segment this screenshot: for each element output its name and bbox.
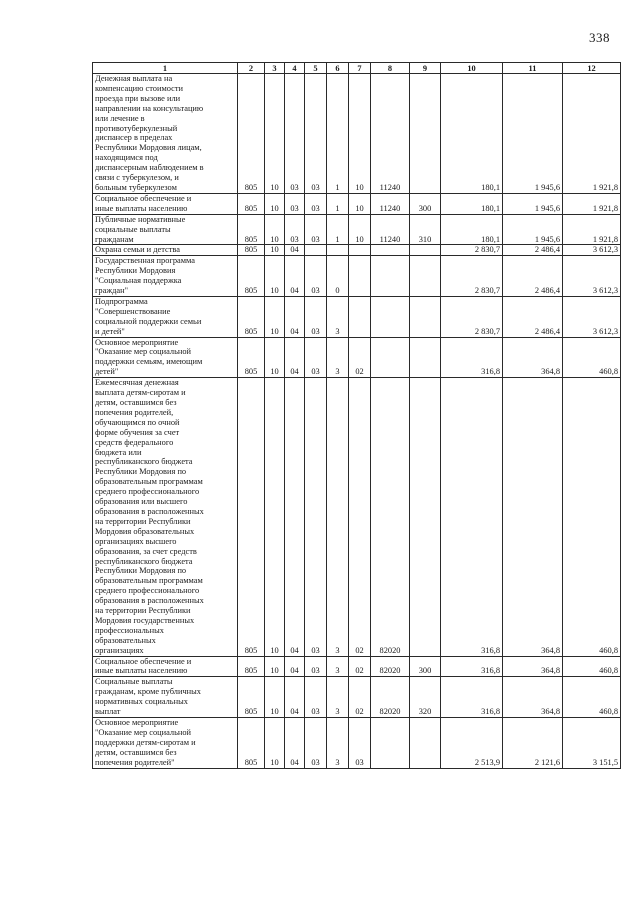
expense-type-cell: 300: [410, 193, 441, 214]
amount-cell: 364,8: [503, 677, 563, 718]
code-cell: 805: [238, 214, 265, 245]
subprogram-cell: 0: [327, 256, 349, 297]
description-cell: Денежная выплата на компенсацию стоимости проезда при вызове или направлении на консультацию или лечение в противотуберкулезный диспансер в пределах Республики Мордовия лицам, находящимся под диспансерным наблюдением в связи с туберкулезом, и больным туберкулезом: [93, 74, 238, 194]
description-cell: Социальное обеспечение и иные выплаты населению: [93, 656, 238, 677]
table-row: [93, 677, 621, 718]
amount-cell: 316,8: [441, 337, 503, 378]
amount-cell: 364,8: [503, 337, 563, 378]
expense-type-cell: [410, 74, 441, 194]
table-row: [93, 245, 621, 256]
subsection-cell: 04: [285, 718, 305, 769]
subsection-cell: 04: [285, 337, 305, 378]
amount-cell: 3 151,5: [563, 718, 621, 769]
event-cell: 10: [349, 214, 371, 245]
program-cell: 03: [305, 214, 327, 245]
direction-cell: [371, 718, 410, 769]
subprogram-cell: 3: [327, 677, 349, 718]
description-cell: Социальные выплаты гражданам, кроме публичных нормативных социальных выплат: [93, 677, 238, 718]
expense-type-cell: [410, 245, 441, 256]
description-cell: Охрана семьи и детства: [93, 245, 238, 256]
expense-type-cell: [410, 378, 441, 656]
amount-cell: 180,1: [441, 214, 503, 245]
amount-cell: 2 486,4: [503, 296, 563, 337]
program-cell: 03: [305, 74, 327, 194]
table-row: [93, 256, 621, 297]
section-cell: 10: [265, 718, 285, 769]
subprogram-cell: 3: [327, 337, 349, 378]
direction-cell: 82020: [371, 656, 410, 677]
direction-cell: 82020: [371, 677, 410, 718]
amount-cell: 364,8: [503, 378, 563, 656]
program-cell: 03: [305, 337, 327, 378]
page-number: 338: [589, 30, 610, 45]
amount-cell: 1 921,8: [563, 214, 621, 245]
subprogram-cell: [327, 245, 349, 256]
column-header: 3: [265, 63, 285, 74]
direction-cell: 11240: [371, 193, 410, 214]
code-cell: 805: [238, 656, 265, 677]
subprogram-cell: 1: [327, 74, 349, 194]
program-cell: 03: [305, 718, 327, 769]
code-cell: 805: [238, 245, 265, 256]
event-cell: 10: [349, 193, 371, 214]
budget-table: [92, 62, 621, 769]
program-cell: 03: [305, 656, 327, 677]
amount-cell: 1 921,8: [563, 193, 621, 214]
program-cell: 03: [305, 296, 327, 337]
event-cell: [349, 245, 371, 256]
subprogram-cell: 1: [327, 214, 349, 245]
amount-cell: 1 945,6: [503, 74, 563, 194]
description-cell: Основное мероприятие "Оказание мер социальной поддержки детям-сиротам и детям, оставшимся без попечения родителей": [93, 718, 238, 769]
subsection-cell: 04: [285, 245, 305, 256]
event-cell: 02: [349, 337, 371, 378]
column-header: 10: [441, 63, 503, 74]
section-cell: 10: [265, 378, 285, 656]
section-cell: 10: [265, 193, 285, 214]
description-cell: Основное мероприятие "Оказание мер социальной поддержки семьям, имеющим детей": [93, 337, 238, 378]
table-row: [93, 337, 621, 378]
amount-cell: 2 486,4: [503, 245, 563, 256]
code-cell: 805: [238, 296, 265, 337]
direction-cell: 82020: [371, 378, 410, 656]
section-cell: 10: [265, 296, 285, 337]
amount-cell: 460,8: [563, 677, 621, 718]
program-cell: [305, 245, 327, 256]
amount-cell: 316,8: [441, 677, 503, 718]
subsection-cell: 03: [285, 193, 305, 214]
direction-cell: [371, 245, 410, 256]
description-cell: Государственная программа Республики Мордовия "Социальная поддержка граждан": [93, 256, 238, 297]
amount-cell: 460,8: [563, 378, 621, 656]
table-row: [93, 378, 621, 656]
amount-cell: 3 612,3: [563, 296, 621, 337]
section-cell: 10: [265, 337, 285, 378]
amount-cell: 180,1: [441, 193, 503, 214]
description-cell: Социальное обеспечение и иные выплаты населению: [93, 193, 238, 214]
subsection-cell: 04: [285, 256, 305, 297]
subsection-cell: 04: [285, 296, 305, 337]
amount-cell: 460,8: [563, 337, 621, 378]
code-cell: 805: [238, 378, 265, 656]
amount-cell: 1 921,8: [563, 74, 621, 194]
code-cell: 805: [238, 677, 265, 718]
column-header: 2: [238, 63, 265, 74]
column-header: 11: [503, 63, 563, 74]
subprogram-cell: 3: [327, 378, 349, 656]
description-cell: Ежемесячная денежная выплата детям-сиротам и детям, оставшимся без попечения родителей, обучающимся по очной форме обучения за счет средств федерального бюджета или республиканского бюджета Республики Мордовия по образовательным программам среднего профессионального образования или высшего образования в расположенных на территории Республики Мордовия образовательных организациях высшего образования, за счет средств республиканского бюджета Республики Мордовия по образовательным программам среднего профессионального образования в расположенных на территории Республики Мордовия государственных профессиональных образовательных организациях: [93, 378, 238, 656]
program-cell: 03: [305, 677, 327, 718]
code-cell: 805: [238, 193, 265, 214]
direction-cell: [371, 337, 410, 378]
table-header-row: [93, 63, 621, 74]
subsection-cell: 03: [285, 74, 305, 194]
amount-cell: 2 513,9: [441, 718, 503, 769]
amount-cell: 2 830,7: [441, 256, 503, 297]
table-row: [93, 718, 621, 769]
amount-cell: 316,8: [441, 378, 503, 656]
direction-cell: 11240: [371, 214, 410, 245]
subprogram-cell: 3: [327, 656, 349, 677]
subsection-cell: 04: [285, 656, 305, 677]
amount-cell: 364,8: [503, 656, 563, 677]
expense-type-cell: 310: [410, 214, 441, 245]
program-cell: 03: [305, 256, 327, 297]
expense-type-cell: [410, 296, 441, 337]
amount-cell: 460,8: [563, 656, 621, 677]
section-cell: 10: [265, 677, 285, 718]
expense-type-cell: 320: [410, 677, 441, 718]
program-cell: 03: [305, 193, 327, 214]
event-cell: 03: [349, 718, 371, 769]
column-header: 12: [563, 63, 621, 74]
event-cell: 02: [349, 378, 371, 656]
subsection-cell: 03: [285, 214, 305, 245]
direction-cell: [371, 296, 410, 337]
amount-cell: 2 830,7: [441, 245, 503, 256]
code-cell: 805: [238, 74, 265, 194]
direction-cell: 11240: [371, 74, 410, 194]
section-cell: 10: [265, 256, 285, 297]
event-cell: [349, 296, 371, 337]
table-row: [93, 193, 621, 214]
section-cell: 10: [265, 214, 285, 245]
section-cell: 10: [265, 656, 285, 677]
table-row: [93, 74, 621, 194]
table-row: [93, 296, 621, 337]
event-cell: 10: [349, 74, 371, 194]
code-cell: 805: [238, 256, 265, 297]
subsection-cell: 04: [285, 677, 305, 718]
column-header: 1: [93, 63, 238, 74]
column-header: 6: [327, 63, 349, 74]
amount-cell: 3 612,3: [563, 245, 621, 256]
amount-cell: 2 486,4: [503, 256, 563, 297]
column-header: 7: [349, 63, 371, 74]
subprogram-cell: 1: [327, 193, 349, 214]
amount-cell: 3 612,3: [563, 256, 621, 297]
program-cell: 03: [305, 378, 327, 656]
section-cell: 10: [265, 245, 285, 256]
expense-type-cell: [410, 718, 441, 769]
event-cell: 02: [349, 656, 371, 677]
amount-cell: 1 945,6: [503, 193, 563, 214]
event-cell: [349, 256, 371, 297]
direction-cell: [371, 256, 410, 297]
column-header: 9: [410, 63, 441, 74]
column-header: 4: [285, 63, 305, 74]
column-header: 8: [371, 63, 410, 74]
subprogram-cell: 3: [327, 718, 349, 769]
code-cell: 805: [238, 718, 265, 769]
code-cell: 805: [238, 337, 265, 378]
event-cell: 02: [349, 677, 371, 718]
amount-cell: 2 121,6: [503, 718, 563, 769]
section-cell: 10: [265, 74, 285, 194]
description-cell: Публичные нормативные социальные выплаты гражданам: [93, 214, 238, 245]
amount-cell: 1 945,6: [503, 214, 563, 245]
amount-cell: 2 830,7: [441, 296, 503, 337]
column-header: 5: [305, 63, 327, 74]
amount-cell: 180,1: [441, 74, 503, 194]
description-cell: Подпрограмма "Совершенствование социальной поддержки семьи и детей": [93, 296, 238, 337]
subsection-cell: 04: [285, 378, 305, 656]
expense-type-cell: 300: [410, 656, 441, 677]
subprogram-cell: 3: [327, 296, 349, 337]
table-row: [93, 214, 621, 245]
table-row: [93, 656, 621, 677]
amount-cell: 316,8: [441, 656, 503, 677]
expense-type-cell: [410, 256, 441, 297]
expense-type-cell: [410, 337, 441, 378]
